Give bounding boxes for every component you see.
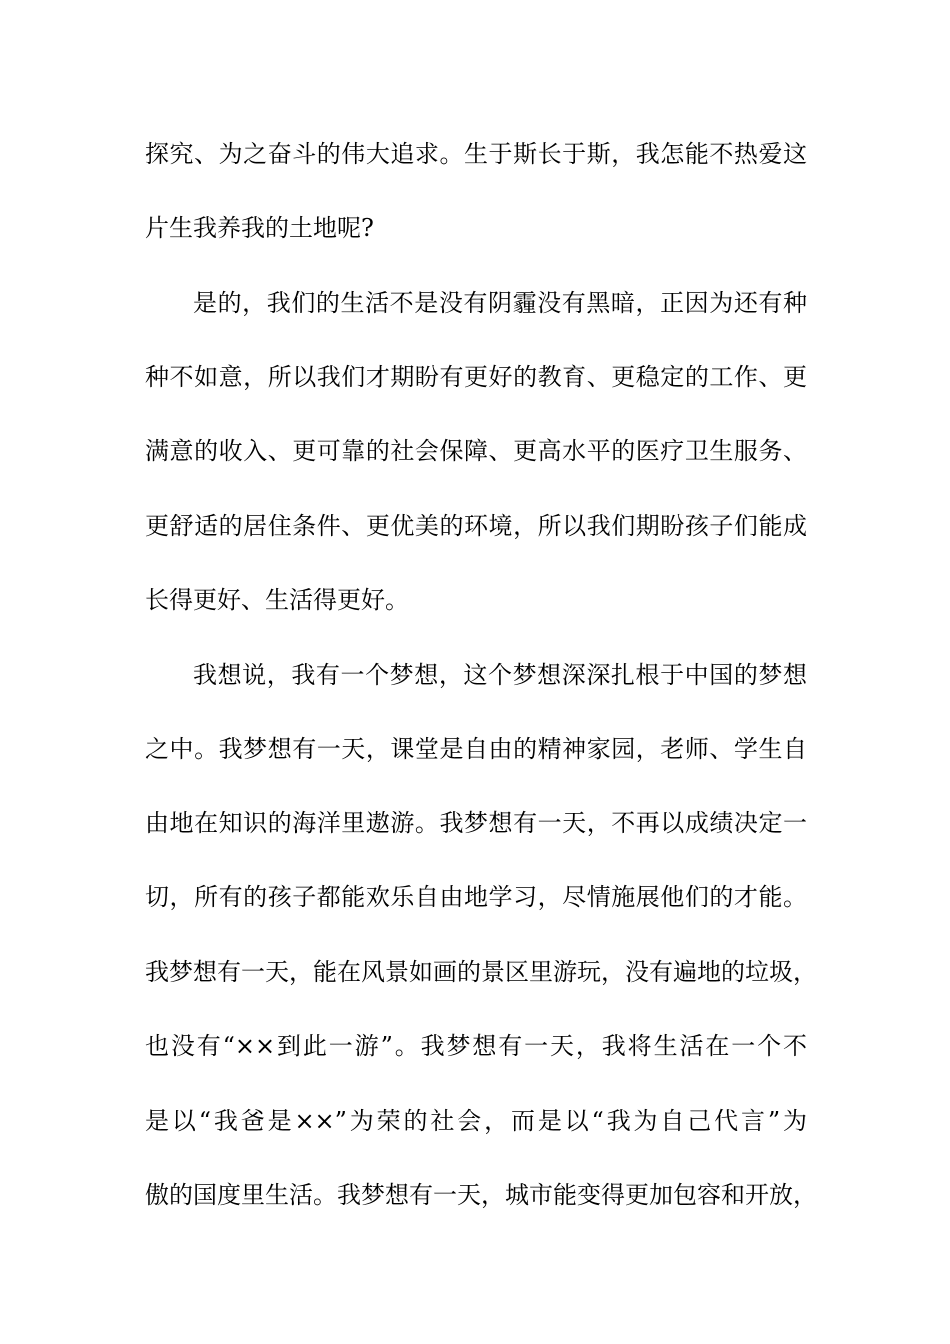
text-line: 由地在知识的海洋里遨游。我梦想有一天，不再以成绩决定一 (145, 809, 807, 837)
text-line: 探究、为之奋斗的伟大追求。生于斯长于斯，我怎能不热爱这 (145, 140, 807, 168)
text-line: 之中。我梦想有一天，课堂是自由的精神家园，老师、学生自 (145, 735, 807, 763)
text-line: 更舒适的居住条件、更优美的环境，所以我们期盼孩子们能成 (145, 512, 807, 540)
text-line: 长得更好、生活得更好。 (145, 586, 409, 614)
text-line: 是的，我们的生活不是没有阴霾没有黑暗，正因为还有种 (193, 289, 807, 317)
text-line: 片生我养我的土地呢? (145, 214, 374, 242)
text-line: 我想说，我有一个梦想，这个梦想深深扎根于中国的梦想 (193, 661, 807, 689)
text-line: 种不如意，所以我们才期盼有更好的教育、更稳定的工作、更 (145, 363, 807, 391)
text-line: 满意的收入、更可靠的社会保障、更高水平的医疗卫生服务、 (145, 437, 807, 465)
text-line: 傲的国度里生活。我梦想有一天，城市能变得更加包容和开放， (145, 1181, 817, 1209)
text-line: 是以“我爸是××”为荣的社会，而是以“我为自己代言”为 (145, 1107, 807, 1135)
text-line: 我梦想有一天，能在风景如画的景区里游玩，没有遍地的垃圾， (145, 958, 817, 986)
text-line: 也没有“××到此一游”。我梦想有一天，我将生活在一个不 (145, 1032, 807, 1060)
text-line: 切，所有的孩子都能欢乐自由地学习，尽情施展他们的才能。 (145, 883, 807, 911)
